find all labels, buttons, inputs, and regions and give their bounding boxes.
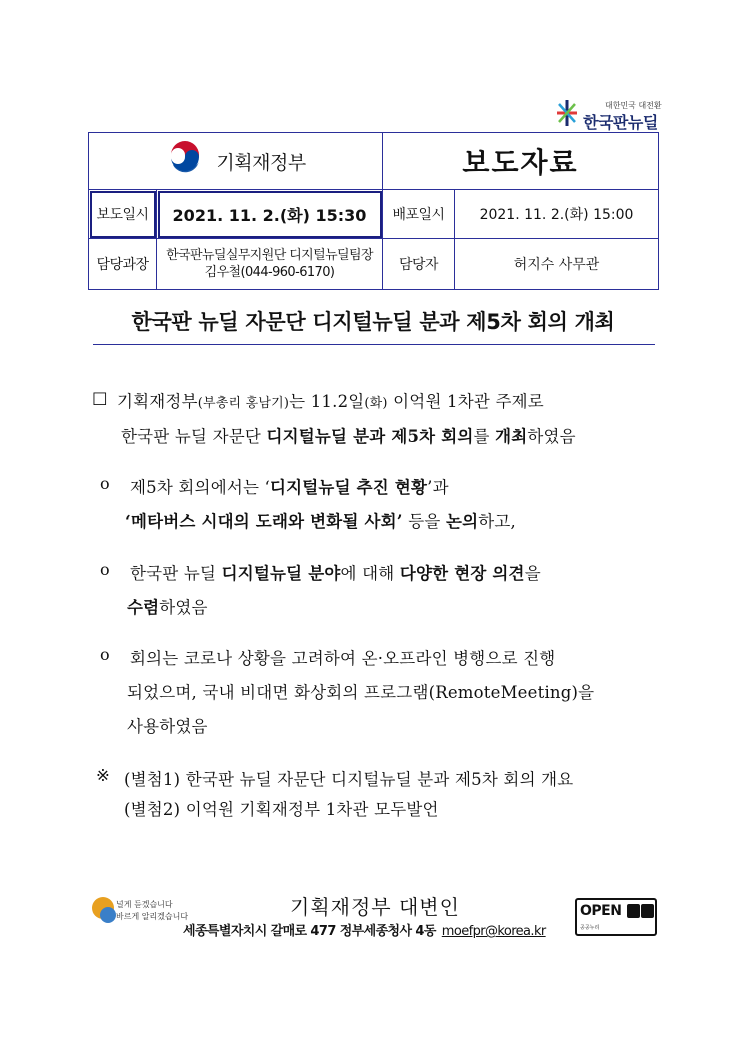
distribution-date-value-cell — [455, 190, 659, 239]
noncommercial-icon — [641, 904, 654, 918]
spokesperson-title: 기획재정부 대변인 — [290, 895, 460, 919]
dept-head-label: 담당과장 — [96, 257, 149, 273]
dept-head-name-phone: 김우철(044-960-6170) — [204, 265, 335, 280]
attribution-icon — [627, 904, 640, 918]
logo-blue-circle-icon — [100, 907, 116, 923]
officer-label-cell — [383, 239, 455, 290]
spokesperson-logo — [92, 893, 189, 933]
bullet-3-line-2: 되었으며, 국내 비대면 화상회의 프로그램(RemoteMeeting)을 — [127, 683, 595, 702]
email-link[interactable]: moefpr@korea.kr — [441, 924, 546, 939]
new-deal-star-icon — [555, 98, 579, 128]
release-date-label-cell — [89, 190, 157, 239]
attachment-2: (별첨2) 이억원 기획재정부 1차관 모두발언 — [124, 800, 439, 819]
distribution-date-value: 2021. 11. 2.(화) 15:00 — [479, 207, 634, 223]
distribution-date-label-cell — [383, 190, 455, 239]
paragraph-1-line-1: 기획재정부(부총리 홍남기)는 11.2일(화) 이억원 1차관 주제로 — [117, 392, 544, 411]
officer-value-cell — [455, 239, 659, 290]
attachment-1: (별첨1) 한국판 뉴딜 자문단 디지털뉴딜 분과 제5차 회의 개요 — [124, 770, 574, 789]
bullet-2-line-1: 한국판 뉴딜 디지털뉴딜 분야에 대해 다양한 현장 의견을 — [130, 564, 541, 583]
bullet-2-marker: o — [100, 560, 110, 579]
release-date-value: 2021. 11. 2.(화) 15:30 — [172, 205, 367, 225]
officer-label: 담당자 — [398, 257, 439, 273]
dept-head-label-cell — [89, 239, 157, 290]
main-title: 한국판 뉴딜 자문단 디지털뉴딜 분과 제5차 회의 개최 — [131, 310, 615, 334]
note-mark: ※ — [96, 766, 111, 785]
bullet-1-line-1: 제5차 회의에서는 ‘디지털뉴딜 추진 현황’과 — [130, 478, 449, 497]
logo-tagline-1: 널게 듣겠습니다 — [116, 900, 173, 909]
dept-head-team: 한국판뉴딜실무지원단 디지털뉴딜팀장 — [166, 248, 373, 263]
press-release-title-cell — [383, 133, 659, 190]
office-address: 세종특별자치시 갈매로 477 정부세종청사 4동 moefpr@korea.kr — [183, 924, 546, 939]
release-date-value-cell — [157, 190, 383, 239]
logo-tagline-2: 바르게 알리겠습니다 — [116, 912, 189, 921]
taegeuk-emblem-icon — [165, 141, 205, 181]
dept-head-value-cell — [157, 239, 383, 290]
title-divider — [93, 344, 655, 345]
release-date-label: 보도일시 — [96, 207, 149, 223]
paragraph-box-bullet: □ — [92, 388, 108, 407]
bullet-3-line-1: 회의는 코로나 상황을 고려하여 온·오프라인 병행으로 진행 — [130, 649, 556, 668]
open-license-text: OPEN — [580, 903, 622, 919]
paragraph-1-line-2: 한국판 뉴딜 자문단 디지털뉴딜 분과 제5차 회의를 개최하였음 — [121, 427, 576, 446]
open-license-subtext: 공공누리 — [580, 925, 600, 931]
officer-value: 허지수 사무관 — [513, 257, 600, 273]
new-deal-tagline: 대한민국 대전환 — [605, 101, 662, 110]
press-header-table — [88, 132, 659, 290]
korean-new-deal-logo — [555, 98, 665, 130]
kogl-open-license-badge — [575, 898, 657, 936]
distribution-date-label: 배포일시 — [392, 207, 445, 223]
bullet-3-marker: o — [100, 645, 110, 664]
bullet-1-line-2: ‘메타버스 시대의 도래와 변화될 사회’ 등을 논의하고, — [125, 512, 516, 531]
ministry-name: 기획재정부 — [216, 151, 306, 174]
new-deal-logo-text: 한국판뉴딜 — [583, 113, 658, 132]
bullet-3-line-3: 사용하였음 — [127, 717, 208, 736]
press-release-title: 보도자료 — [462, 146, 579, 179]
bullet-1-marker: o — [100, 474, 110, 493]
bullet-2-line-2: 수렴하였음 — [127, 598, 208, 617]
ministry-cell — [89, 133, 383, 190]
